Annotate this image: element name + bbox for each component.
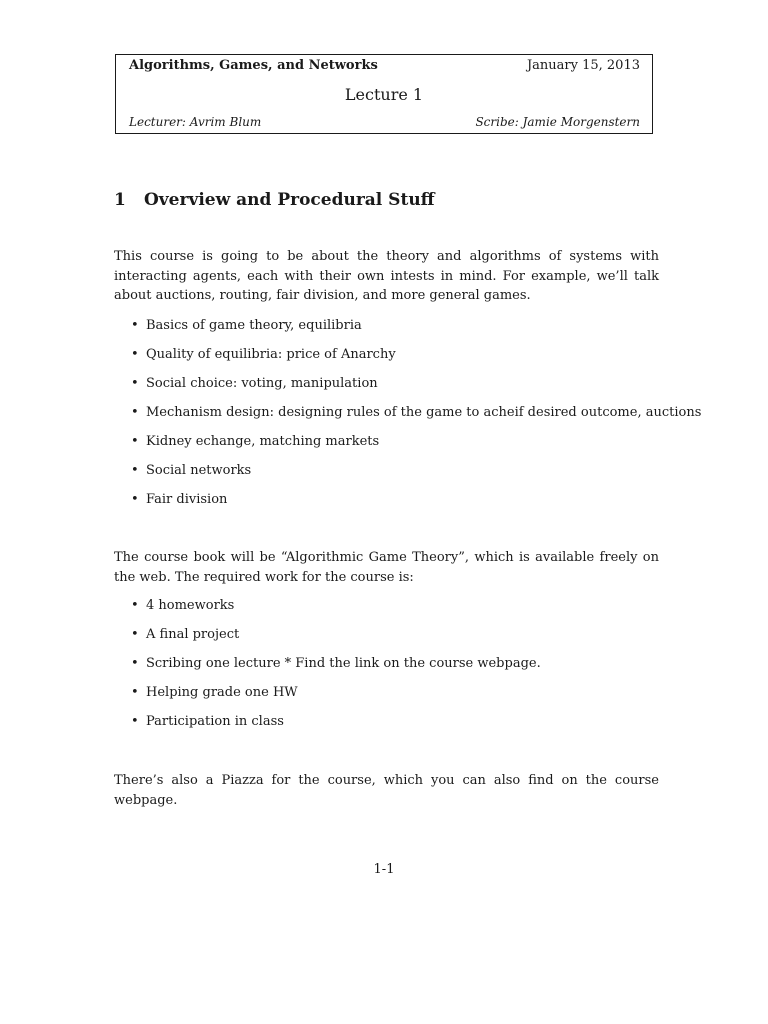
lecture-date: January 15, 2013 bbox=[526, 58, 640, 73]
bullet-icon: • bbox=[131, 492, 139, 507]
page-number: 1-1 bbox=[373, 862, 395, 877]
lecture-number: Lecture 1 bbox=[344, 85, 424, 104]
bullet-icon: • bbox=[131, 463, 139, 478]
list-item: • Helping grade one HW bbox=[131, 685, 298, 700]
list-item: • Participation in class bbox=[131, 714, 284, 729]
bullet-icon: • bbox=[131, 434, 139, 449]
section-title: Overview and Procedural Stuff bbox=[144, 190, 435, 210]
section-heading bbox=[114, 190, 435, 210]
bullet-icon: • bbox=[131, 714, 139, 729]
scribe-name: Scribe: Jamie Morgenstern bbox=[475, 115, 640, 129]
bullet-icon: • bbox=[131, 405, 139, 420]
intro-paragraph: This course is going to be about the theory and algorithms of systems with interacting agents, each with their own intests in mind. For example, we’ll talk about auctions, routing, fair division, and more general games. bbox=[114, 249, 659, 303]
list-item: • Social networks bbox=[131, 463, 252, 478]
list-item: • Scribing one lecture * Find the link on the course webpage. bbox=[131, 656, 541, 671]
list-item: • Fair division bbox=[131, 492, 228, 507]
list-item: • Basics of game theory, equilibria bbox=[131, 318, 362, 333]
piazza-paragraph: There’s also a Piazza for the course, which you can also find on the course webpage. bbox=[114, 773, 659, 808]
bullet-icon: • bbox=[131, 318, 139, 333]
course-book-paragraph: The course book will be “Algorithmic Game Theory”, which is available freely on the web. The required work for the course is: bbox=[114, 550, 659, 585]
list-item: • Quality of equilibria: price of Anarchy bbox=[131, 347, 396, 362]
bullet-icon: • bbox=[131, 598, 139, 613]
topics-list bbox=[114, 316, 701, 519]
course-title: Algorithms, Games, and Networks bbox=[129, 58, 378, 73]
list-item: • A final project bbox=[131, 627, 240, 642]
section-number: 1 bbox=[114, 190, 126, 210]
list-item: • Mechanism design: designing rules of the game to acheif desired outcome, auctions bbox=[131, 405, 702, 420]
lecturer-name: Lecturer: Avrim Blum bbox=[129, 115, 262, 129]
required-work-list bbox=[114, 596, 541, 741]
lecture-header-box bbox=[115, 54, 653, 134]
list-item: • Kidney echange, matching markets bbox=[131, 434, 380, 449]
bullet-icon: • bbox=[131, 656, 139, 671]
list-item: • Social choice: voting, manipulation bbox=[131, 376, 378, 391]
list-item: • 4 homeworks bbox=[131, 598, 235, 613]
bullet-icon: • bbox=[131, 376, 139, 391]
bullet-icon: • bbox=[131, 685, 139, 700]
bullet-icon: • bbox=[131, 347, 139, 362]
bullet-icon: • bbox=[131, 627, 139, 642]
